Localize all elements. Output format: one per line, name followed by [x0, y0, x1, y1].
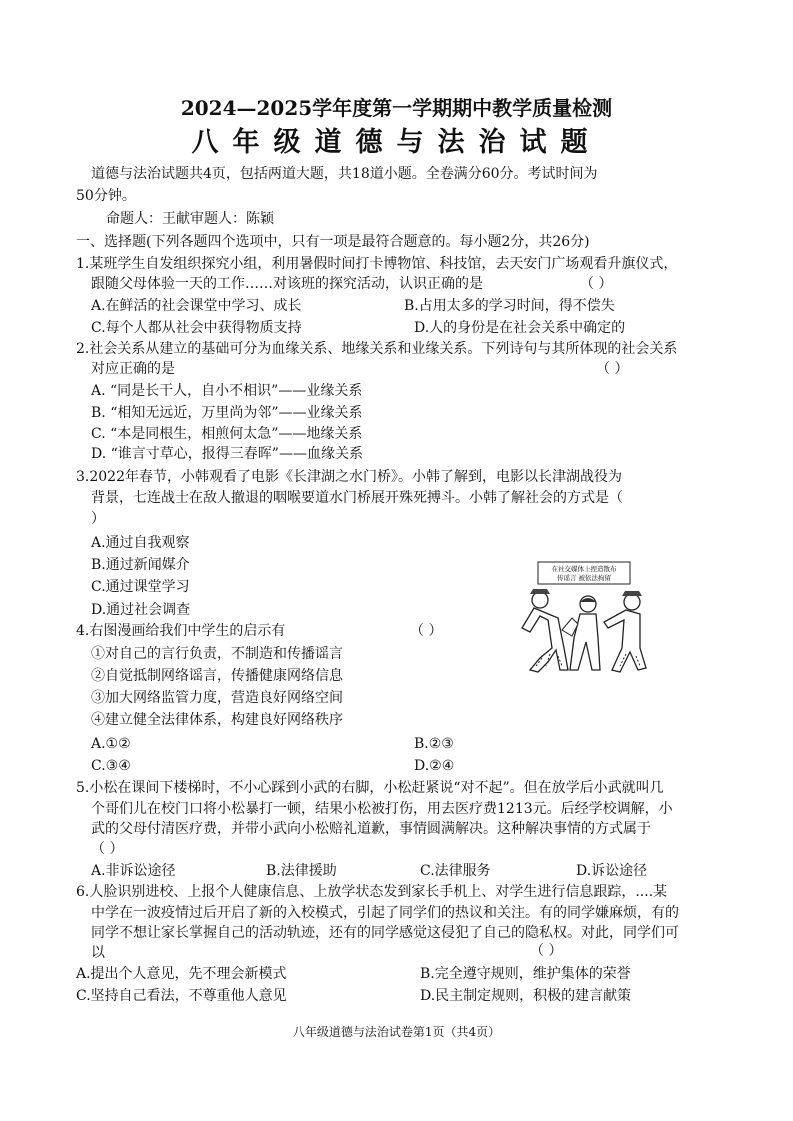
cartoon-caption-2: 传谣言 被依法拘留 [556, 574, 612, 582]
q6-stem-line-3: 同学不想让家长掌握自己的活动轨迹，还有的同学感觉这侵犯了自己的隐私权。对此，同学们可 [91, 925, 679, 941]
q2-option-d: D. “谁言寸草心，报得三春晖”——血缘关系 [91, 446, 363, 462]
q5-stem-line-2: 个哥们儿在校门口将小松暴打一顿，结果小松被打伤，用去医疗费1213元。后经学校调解，小 [91, 801, 673, 817]
q1-answer-paren: （ ） [580, 276, 613, 292]
q1-option-a: A.在鲜活的社会课堂中学习、成长 [91, 298, 302, 314]
q2-option-b: B. “相知无远近，万里尚为邻”——业缘关系 [91, 405, 363, 421]
q6-option-c: C.坚持自己看法，不尊重他人意见 [76, 988, 287, 1004]
q1-option-b: B.占用太多的学习时间，得不偿失 [404, 298, 615, 314]
q4-option-c: C.③④ [91, 758, 131, 774]
q5-stem-line-1: 5.小松在课间下楼梯时，不小心踩到小武的右脚，小松赶紧说“对不起”。但在放学后小武就叫几 [76, 780, 664, 796]
exam-subtitle: 八年级道德与法治试题 [191, 127, 602, 158]
q4-option-b: B.②③ [414, 736, 454, 752]
q5-option-d: D.诉讼途径 [576, 863, 648, 879]
q5-stem-line-3: 武的父母付清医疗费，并带小武向小松赔礼道歉，事情圆满解决。这种解决事情的方式属于 [91, 821, 651, 837]
authors-line: 命题人：王献审题人：陈颖 [106, 211, 274, 227]
q4-statement-2: ②自觉抵制网络谣言，传播健康网络信息 [91, 668, 343, 684]
q3-option-c: C.通过课堂学习 [91, 579, 190, 595]
q5-option-c: C.法律服务 [420, 863, 491, 879]
q6-option-a: A.提出个人意见，先不理会新模式 [76, 966, 287, 982]
page-footer: 八年级道德与法治试卷第1页（共4页） [292, 1025, 501, 1039]
q4-option-a: A.①② [91, 736, 131, 752]
q2-option-a: A. “同是长干人，自小不相识”——业缘关系 [91, 383, 363, 399]
q4-option-d: D.②④ [414, 758, 455, 774]
q6-stem-line-4: 以 [91, 945, 105, 961]
intro-line-2: 50分钟。 [76, 188, 136, 204]
q1-option-d: D.人的身份是在社会关系中确定的 [414, 320, 626, 336]
q5-option-a: A.非诉讼途径 [91, 863, 176, 879]
q5-option-b: B.法律援助 [266, 863, 337, 879]
q3-option-d: D.通过社会调查 [91, 602, 191, 618]
q2-option-c: C. “本是同根生，相煎何太急”——地缘关系 [91, 426, 363, 442]
page-title: 2024—2025学年度第一学期期中教学质量检测 [180, 96, 613, 120]
q6-option-b: B.完全遵守规则，维护集体的荣誉 [420, 966, 631, 982]
q6-answer-paren: （ ） [530, 943, 563, 959]
q3-stem-line-1: 3.2022年春节，小韩观看了电影《长津湖之水门桥》。小韩了解到，电影以长津湖战役为 [76, 469, 622, 485]
q4-statement-1: ①对自己的言行负责，不制造和传播谣言 [91, 646, 343, 662]
section-heading: 一、选择题(下列各题四个选项中，只有一项是最符合题意的。每小题2分，共26分) [76, 234, 590, 250]
q6-stem-line-1: 6.人脸识别进校、上报个人健康信息、上放学状态发到家长手机上、对学生进行信息跟踪，....某 [76, 884, 668, 900]
q2-stem-line-2: 对应正确的是 [91, 361, 175, 377]
q6-stem-line-2: 中学在一波疫情过后开启了新的入校模式，引起了同学们的热议和关注。有的同学嫌麻烦，有的 [91, 905, 679, 921]
q4-statement-3: ③加大网络监管力度，营造良好网络空间 [91, 690, 343, 706]
q1-stem-line-2: 跟随父母体验一天的工作……对该班的探究活动，认识正确的是 [91, 276, 483, 292]
q2-stem-line-1: 2.社会关系从建立的基础可分为血缘关系、地缘关系和业缘关系。下列诗句与其所体现的社会关系 [76, 341, 678, 357]
intro-line-1: 道德与法治试题共4页，包括两道大题，共18道小题。全卷满分60分。考试时间为 [91, 166, 598, 182]
cartoon-caption-1: 在社交媒体上捏造散布 [551, 565, 617, 573]
cartoon-image [500, 558, 670, 678]
q3-option-b: B.通过新闻媒介 [91, 557, 190, 573]
q6-option-d: D.民主制定规则，积极的建言献策 [420, 988, 632, 1004]
q3-stem-line-2: 背景，七连战士在敌人撤退的咽喉要道水门桥展开殊死搏斗。小韩了解社会的方式是（ [91, 490, 623, 506]
q5-answer-paren: （ ） [91, 841, 124, 857]
q4-answer-paren: （ ） [410, 623, 443, 639]
q4-statement-4: ④建立健全法律体系，构建良好网络秩序 [91, 712, 343, 728]
q2-answer-paren: （ ） [596, 361, 629, 377]
cartoon-illustration [500, 558, 670, 678]
q1-stem-line-1: 1.某班学生自发组织探究小组，利用暑假时间打卡博物馆、科技馆，去天安门广场观看升旗仪式， [76, 256, 678, 272]
q1-option-c: C.每个人都从社会中获得物质支持 [91, 320, 302, 336]
q3-stem-line-3: ） [91, 511, 105, 527]
q3-option-a: A.通过自我观察 [91, 535, 190, 551]
q4-stem: 4.右图漫画给我们中学生的启示有 [76, 623, 286, 639]
